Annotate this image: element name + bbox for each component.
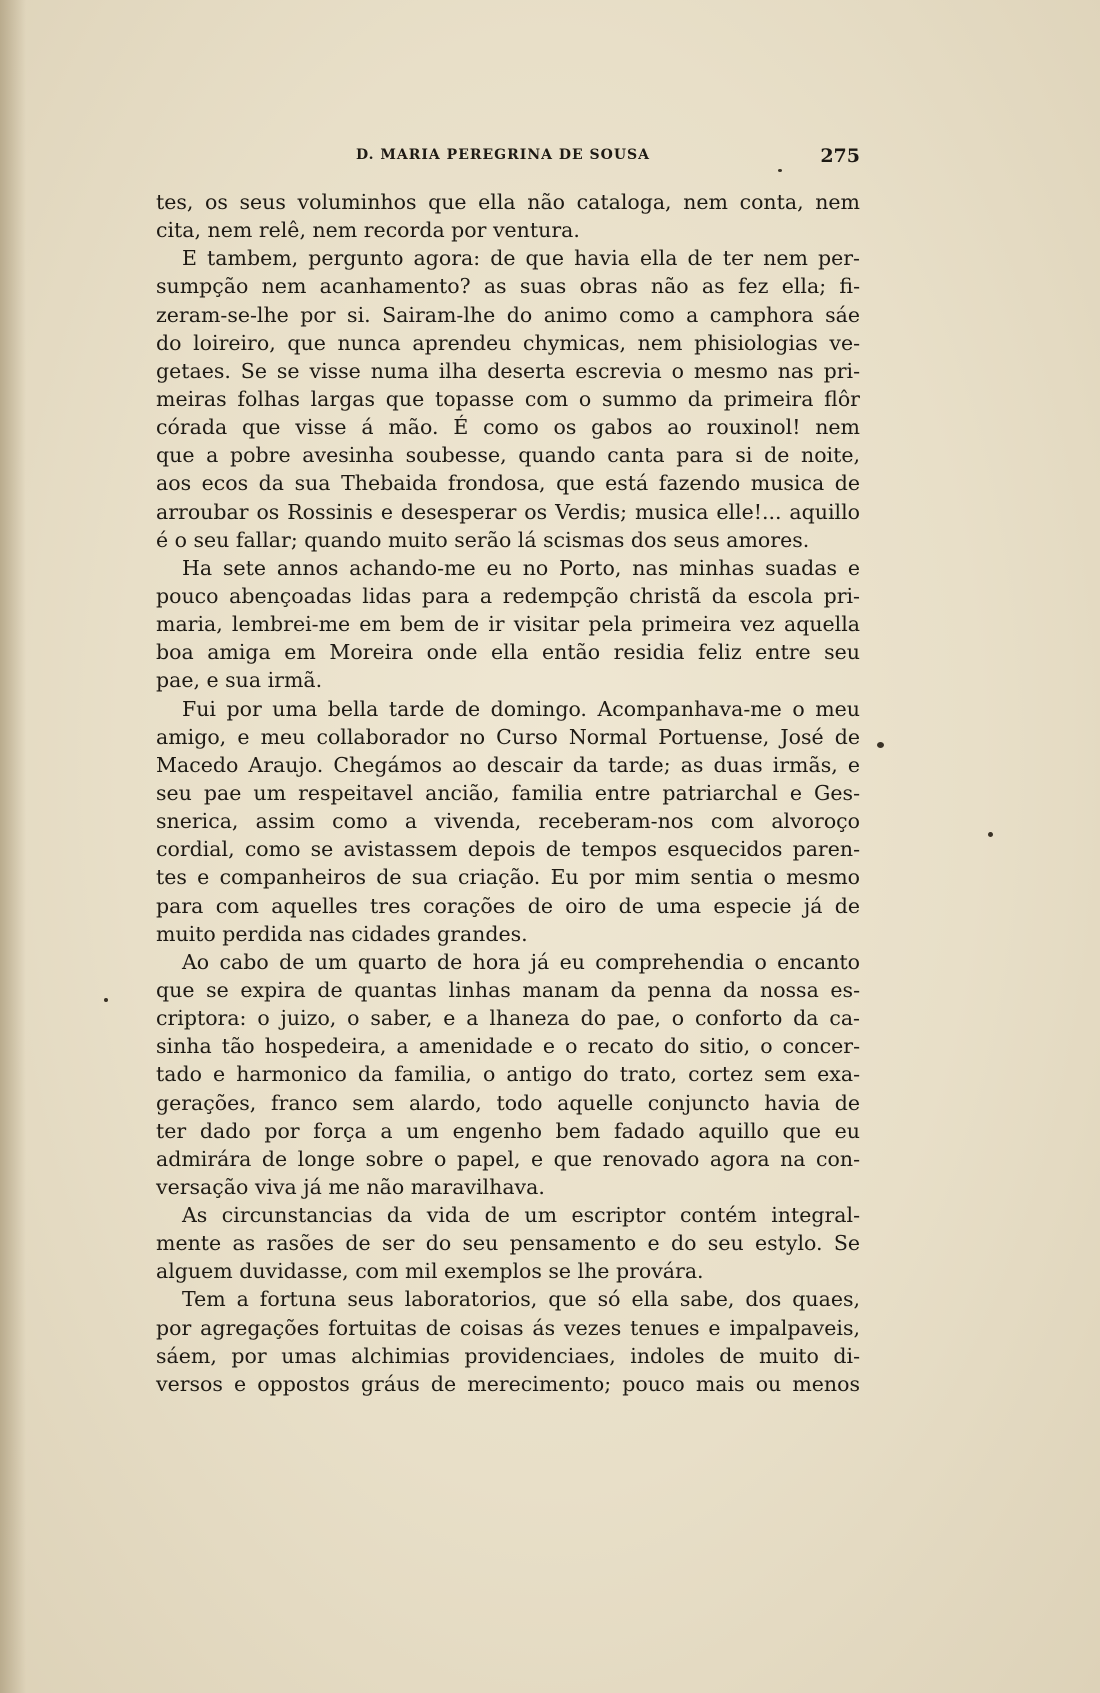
paper-speck — [877, 742, 884, 748]
page-header — [156, 145, 860, 169]
text-line: Ao cabo de um quarto de hora já eu comprehendia o encanto — [182, 949, 860, 974]
text-line: tado e harmonico da familia, o antigo do trato, cortez sem exa- — [156, 1062, 860, 1087]
text-line: cordial, como se avistassem depois de tempos esquecidos paren- — [156, 837, 860, 862]
body-text — [156, 188, 860, 1398]
text-line: Macedo Araujo. Chegámos ao descair da tarde; as duas irmãs, e — [156, 752, 860, 777]
text-line: tes, os seus voluminhos que ella não cataloga, nem conta, nem — [156, 190, 860, 214]
paper-speck — [104, 998, 108, 1002]
running-title: D. MARIA PEREGRINA DE SOUSA — [356, 147, 651, 163]
paper-speck — [778, 169, 782, 172]
text-line: mente as rasões de ser do seu pensamento e do seu estylo. Se — [156, 1231, 860, 1256]
text-line: criptora: o juizo, o saber, e a lhaneza do pae, o conforto da ca- — [156, 1006, 860, 1031]
text-line: do loireiro, que nunca aprendeu chymicas, nem phisiologias ve- — [156, 330, 860, 355]
text-line: Fui por uma bella tarde de domingo. Acompanhava-me o meu — [182, 696, 860, 721]
text-line: admirára de longe sobre o papel, e que renovado agora na con- — [156, 1146, 860, 1171]
text-line: sumpção nem acanhamento? as suas obras não as fez ella; fi- — [156, 274, 860, 299]
text-line: córada que visse á mão. É como os gabos ao rouxinol! nem — [156, 415, 860, 440]
page-edge-shadow — [0, 0, 26, 1693]
text-line: snerica, assim como a vivenda, receberam-nos com alvoroço — [156, 809, 860, 834]
text-line: Tem a fortuna seus laboratorios, que só ella sabe, dos quaes, — [182, 1287, 860, 1312]
text-line: por agregações fortuitas de coisas ás vezes tenues e impalpaveis, — [156, 1315, 860, 1340]
text-line: maria, lembrei-me em bem de ir visitar pela primeira vez aquella — [156, 612, 860, 637]
text-line: versação viva já me não maravilhava. — [156, 1174, 545, 1199]
text-line: E tambem, pergunto agora: de que havia ella de ter nem per- — [182, 246, 860, 271]
text-line: zeram-se-lhe por si. Sairam-lhe do animo como a camphora sáe — [156, 302, 860, 327]
text-line: pae, e sua irmã. — [156, 668, 323, 693]
text-line: que se expira de quantas linhas manam da penna da nossa es- — [156, 977, 860, 1002]
text-line: muito perdida nas cidades grandes. — [156, 921, 528, 946]
text-line: getaes. Se se visse numa ilha deserta escrevia o mesmo nas pri- — [156, 358, 860, 383]
text-line: Ha sete annos achando-me eu no Porto, nas minhas suadas e — [182, 555, 860, 580]
text-line: é o seu fallar; quando muito serão lá scismas dos seus amores. — [156, 527, 810, 552]
text-line: para com aquelles tres corações de oiro de uma especie já de — [156, 893, 860, 918]
text-line: sáem, por umas alchimias providenciaes, indoles de muito di- — [156, 1343, 860, 1368]
paper-speck — [988, 832, 993, 837]
text-line: amigo, e meu collaborador no Curso Normal Portuense, José de — [156, 724, 860, 749]
text-line: alguem duvidasse, com mil exemplos se lhe provára. — [156, 1259, 704, 1284]
text-line: que a pobre avesinha soubesse, quando canta para si de noite, — [156, 443, 860, 468]
page-number: 275 — [820, 145, 860, 167]
text-line: arroubar os Rossinis e desesperar os Verdis; musica elle!... aquillo — [156, 499, 860, 524]
text-line: cita, nem relê, nem recorda por ventura. — [156, 218, 580, 243]
text-line: versos e oppostos gráus de merecimento; pouco mais ou menos — [156, 1371, 860, 1396]
text-line: As circunstancias da vida de um escriptor contém integral- — [182, 1203, 860, 1228]
text-line: ter dado por força a um engenho bem fadado aquillo que eu — [156, 1118, 860, 1143]
text-line: gerações, franco sem alardo, todo aquelle conjuncto havia de — [156, 1090, 860, 1115]
text-line: seu pae um respeitavel ancião, familia entre patriarchal e Ges- — [156, 780, 860, 805]
text-line: meiras folhas largas que topasse com o summo da primeira flôr — [156, 386, 860, 411]
text-line: tes e companheiros de sua criação. Eu por mim sentia o mesmo — [156, 865, 860, 890]
text-line: pouco abençoadas lidas para a redempção christã da escola pri- — [156, 583, 860, 608]
text-line: sinha tão hospedeira, a amenidade e o recato do sitio, o concer- — [156, 1034, 860, 1059]
text-line: boa amiga em Moreira onde ella então residia feliz entre seu — [156, 640, 860, 665]
text-line: aos ecos da sua Thebaida frondosa, que está fazendo musica de — [156, 471, 860, 496]
